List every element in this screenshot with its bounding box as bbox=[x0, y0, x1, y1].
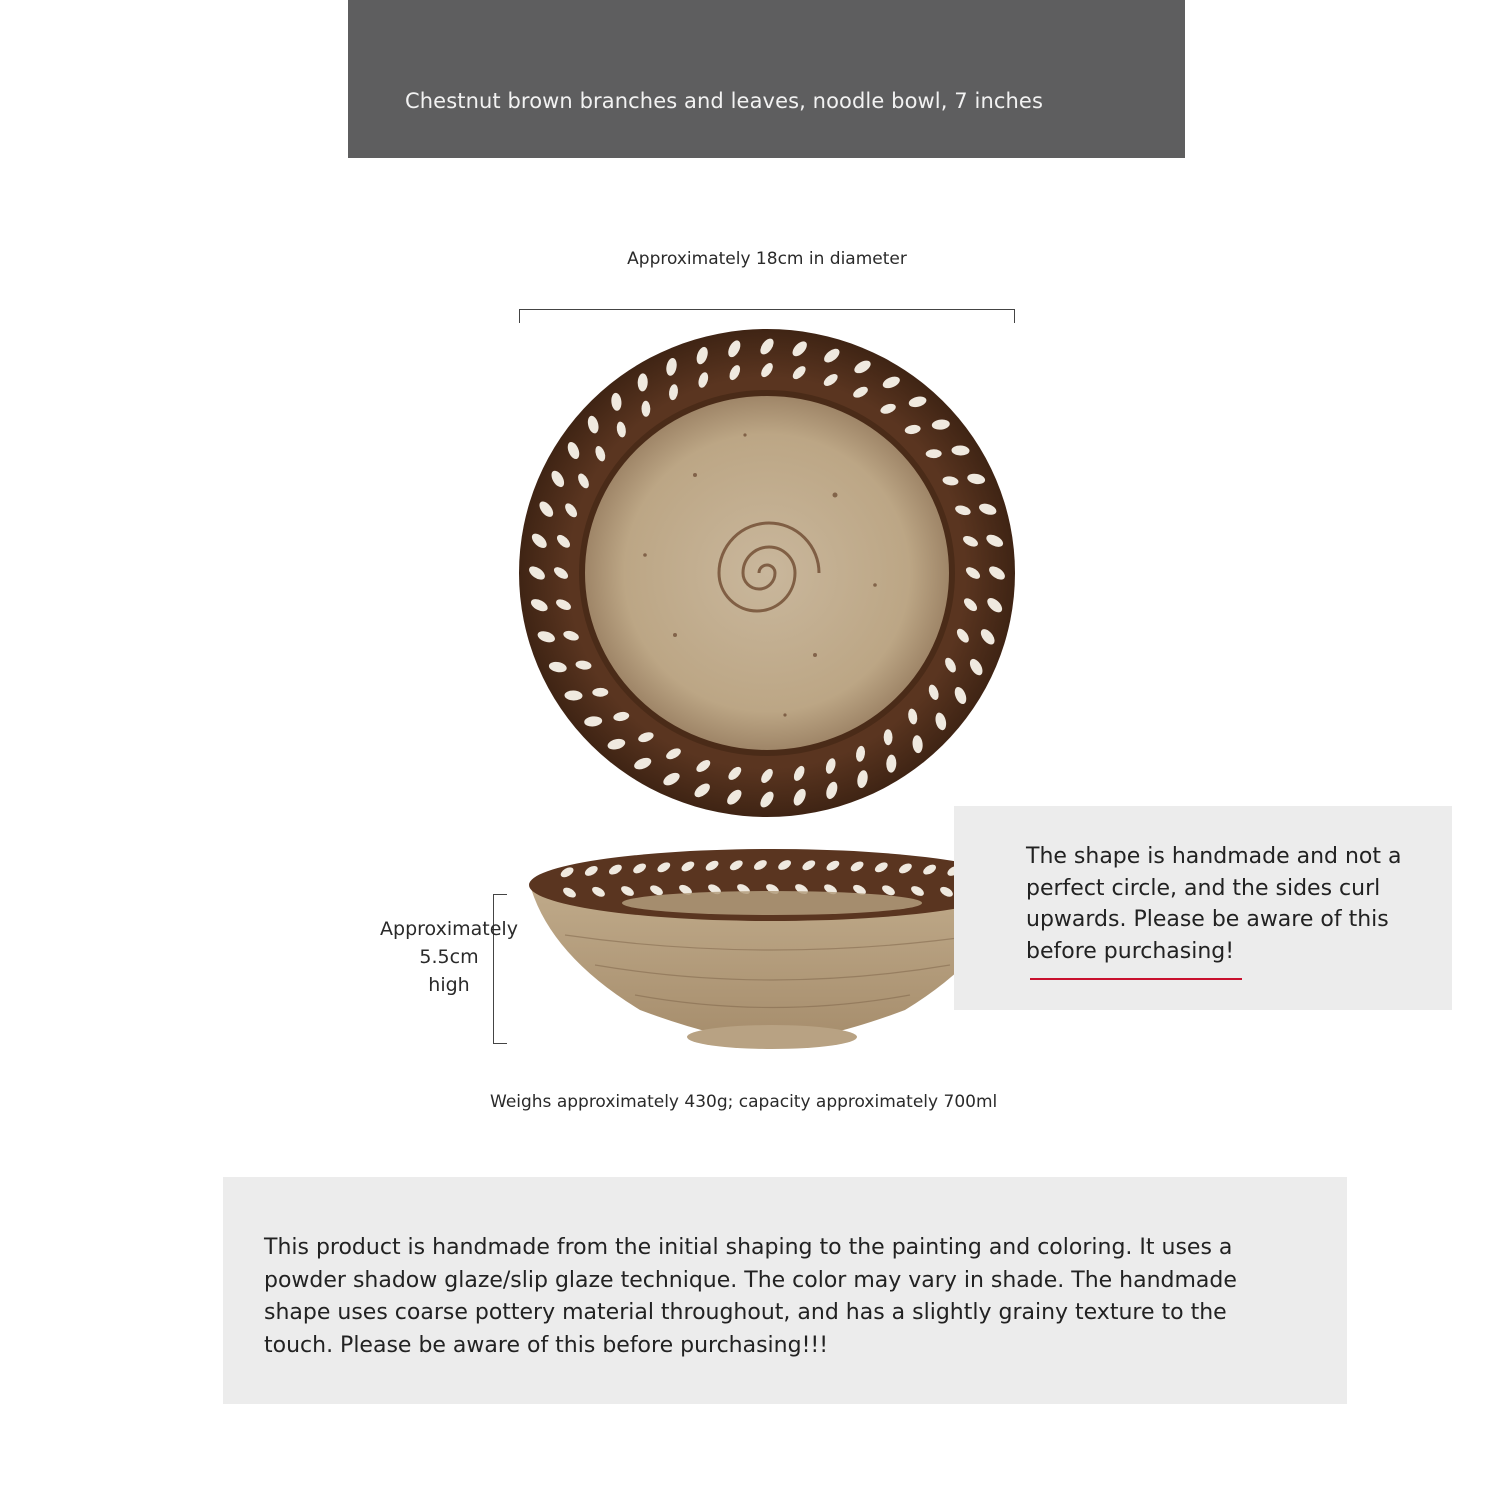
product-title: Chestnut brown branches and leaves, noodle bowl, 7 inches bbox=[405, 89, 1043, 113]
shape-note-text: The shape is handmade and not a perfect circle, and the sides curl upwards. Please be aware of this before purchasing! bbox=[1026, 844, 1402, 964]
weight-capacity-label: Weighs approximately 430g; capacity approximately 700ml bbox=[490, 1092, 998, 1112]
description-text: This product is handmade from the initial shaping to the painting and coloring. It uses a powder shadow glaze/slip glaze technique. The color may vary in shade. The handmade shape uses coarse pottery material throughout, and has a slightly grainy texture to the touch. Please be aware of this before purchasing!!! bbox=[264, 1235, 1237, 1358]
bowl-side-view-image bbox=[525, 845, 1020, 1055]
diameter-label: Approximately 18cm in diameter bbox=[627, 249, 907, 269]
shape-note-panel bbox=[954, 806, 1452, 1010]
title-banner bbox=[348, 0, 1185, 158]
bowl-top-view-image bbox=[515, 325, 1020, 820]
description-panel bbox=[223, 1177, 1347, 1404]
height-label-line-2: 5.5cm bbox=[419, 946, 479, 968]
diameter-bracket bbox=[519, 309, 1015, 323]
height-label-line-1: Approximately bbox=[380, 918, 518, 940]
height-label bbox=[368, 915, 530, 999]
height-label-line-3: high bbox=[428, 974, 470, 996]
note-accent-underline bbox=[1030, 978, 1242, 980]
